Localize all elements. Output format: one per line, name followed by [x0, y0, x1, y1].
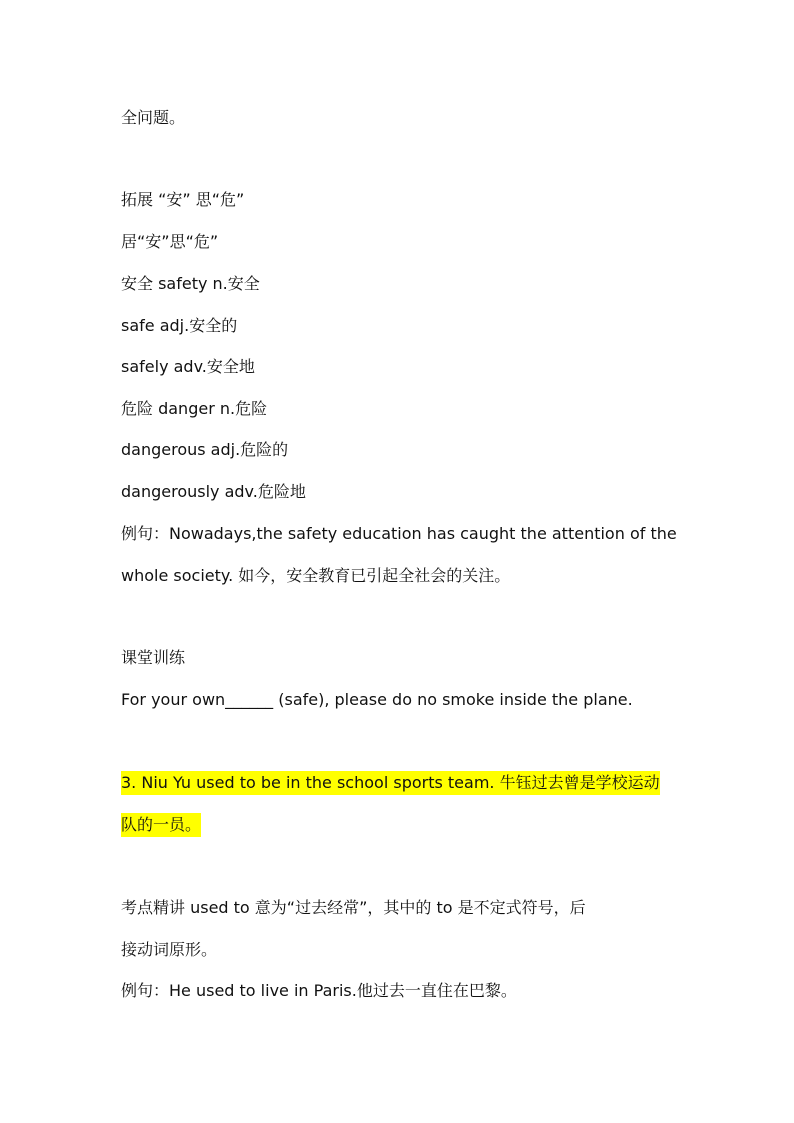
vocab-line: 危险 danger n.危险 — [121, 399, 268, 418]
highlighted-key-sentence: 3. Niu Yu used to be in the school sports team. 牛钰过去曾是学校运动 — [121, 771, 660, 795]
text-line: 全问题。 — [121, 108, 186, 127]
vocab-line: 安全 safety n.安全 — [121, 274, 260, 293]
exercise-question: For your own______ (safe), please do no smoke inside the plane. — [121, 690, 633, 709]
highlighted-key-sentence-cont: 队的一员。 — [121, 813, 201, 837]
vocab-line: safe adj.安全的 — [121, 316, 238, 335]
example-sentence: 例句：He used to live in Paris.他过去一直住在巴黎。 — [121, 981, 517, 1000]
vocab-line: dangerous adj.危险的 — [121, 440, 289, 459]
vocab-line: safely adv.安全地 — [121, 357, 255, 376]
text-line: 居“安”思“危” — [121, 232, 219, 251]
section-heading-extension: 拓展 “安” 思“危” — [121, 190, 245, 209]
section-heading-practice: 课堂训练 — [121, 648, 186, 667]
grammar-explanation: 考点精讲 used to 意为“过去经常”，其中的 to 是不定式符号，后 — [121, 898, 586, 917]
vocab-line: dangerously adv.危险地 — [121, 482, 306, 501]
example-sentence-cont: whole society. 如今，安全教育已引起全社会的关注。 — [121, 566, 511, 585]
example-sentence: 例句：Nowadays,the safety education has caught the attention of the — [121, 524, 677, 543]
grammar-explanation-cont: 接动词原形。 — [121, 940, 218, 959]
